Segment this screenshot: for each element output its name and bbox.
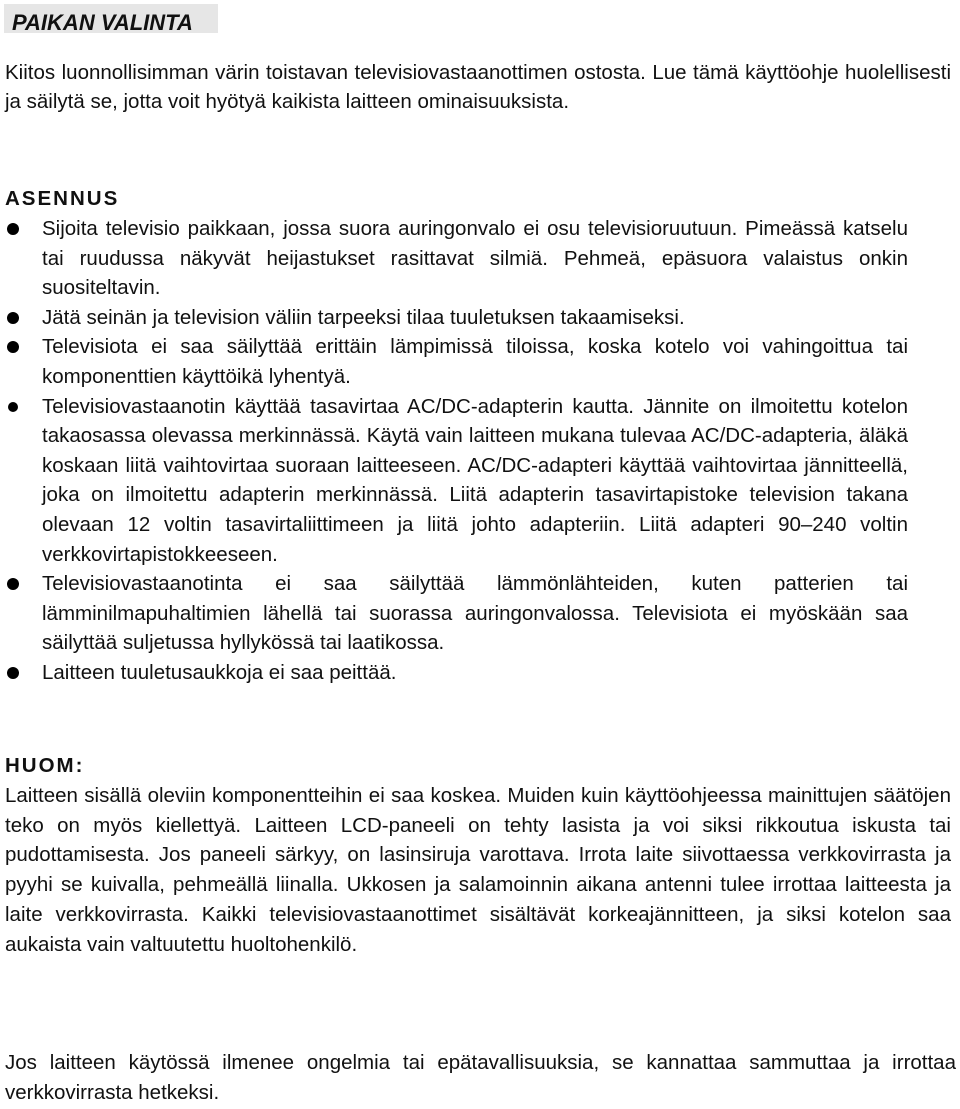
list-item: [42, 569, 908, 658]
list-item-text: Televisiovastaanotinta ei saa säilyttää lämmönlähteiden, kuten patterien tai lämminilmapuhaltimien lähellä tai suorassa auringonvalossa. Televisiota ei myöskään saa säilyttää suljetussa hyllykössä tai laatikossa.: [42, 572, 908, 655]
bullet-icon: [7, 312, 19, 324]
bullet-icon: [8, 402, 18, 412]
page-title: PAIKAN VALINTA: [12, 10, 193, 35]
asennus-list: [0, 214, 960, 688]
list-item: [42, 303, 908, 333]
list-item: [42, 392, 908, 570]
list-item-text: Jätä seinän ja television väliin tarpeeksi tilaa tuuletuksen takaamiseksi.: [42, 305, 685, 329]
list-item-text: Laitteen tuuletusaukkoja ei saa peittää.: [42, 660, 397, 684]
huom-paragraph: Laitteen sisällä oleviin komponentteihin ei saa koskea. Muiden kuin käyttöohjeessa mainittujen säätöjen teko on myös kiellettyä. Laitteen LCD-paneeli on tehty lasista ja voi siksi rikkoutua iskusta tai pudottamisesta. Jos paneeli särkyy, on lasinsiruja varottava. Irrota laite siivottaessa verkkovirrasta ja pyyhi se kuivalla, pehmeällä liinalla. Ukkosen ja salamoinnin aikana antenni tulee irrottaa laitteesta ja laite verkkovirrasta. Kaikki televisiovastaanottimet sisältävät korkeajännitteen, ja siksi kotelon saa aukaista vain valtuutettu huoltohenkilö.: [5, 784, 951, 956]
list-item: [42, 214, 908, 303]
closing-paragraph: Jos laitteen käytössä ilmenee ongelmia tai epätavallisuuksia, se kannattaa sammuttaa ja irrottaa verkkovirrasta hetkeksi.: [5, 1051, 956, 1104]
list-item: [42, 332, 908, 391]
bullet-icon: [7, 667, 19, 679]
title-highlight: [4, 4, 218, 33]
list-item-text: Sijoita televisio paikkaan, jossa suora auringonvalo ei osu televisioruutuun. Pimeässä katselu tai ruudussa näkyvät heijastukset rasittavat silmiä. Pehmeä, epäsuora valaistus onkin suositeltavin.: [42, 217, 908, 300]
list-item: [42, 658, 908, 688]
list-item-text: Televisiota ei saa säilyttää erittäin lämpimissä tiloissa, koska kotelo voi vahingoittua tai komponenttien käyttöikä lyhentyä.: [42, 335, 908, 388]
bullet-icon: [7, 578, 19, 590]
asennus-heading: ASENNUS: [5, 187, 120, 210]
huom-heading: HUOM:: [5, 754, 85, 777]
intro-paragraph: Kiitos luonnollisimman värin toistavan televisiovastaanottimen ostosta. Lue tämä käyttöohje huolellisesti ja säilytä se, jotta voit hyötyä kaikista laitteen ominaisuuksista.: [5, 61, 951, 113]
bullet-icon: [7, 341, 19, 353]
list-item-text: Televisiovastaanotin käyttää tasavirtaa AC/DC-adapterin kautta. Jännite on ilmoitettu kotelon takaosassa olevassa merkinnässä. Käytä vain laitteen mukana tulevaa AC/DC-adapteria, äläkä koskaan liitä vaihtovirtaa suoraan laitteeseen. AC/DC-adapteri käyttää vaihtovirtaa jännitteellä, joka on ilmoitettu adapterin merkinnässä. Liitä adapterin tasavirtapistoke television takana olevaan 12 voltin tasavirtaliittimeen ja liitä johto adapteriin. Liitä adapteri 90–240 voltin verkkovirtapistokkeeseen.: [42, 394, 908, 566]
bullet-icon: [7, 223, 19, 235]
